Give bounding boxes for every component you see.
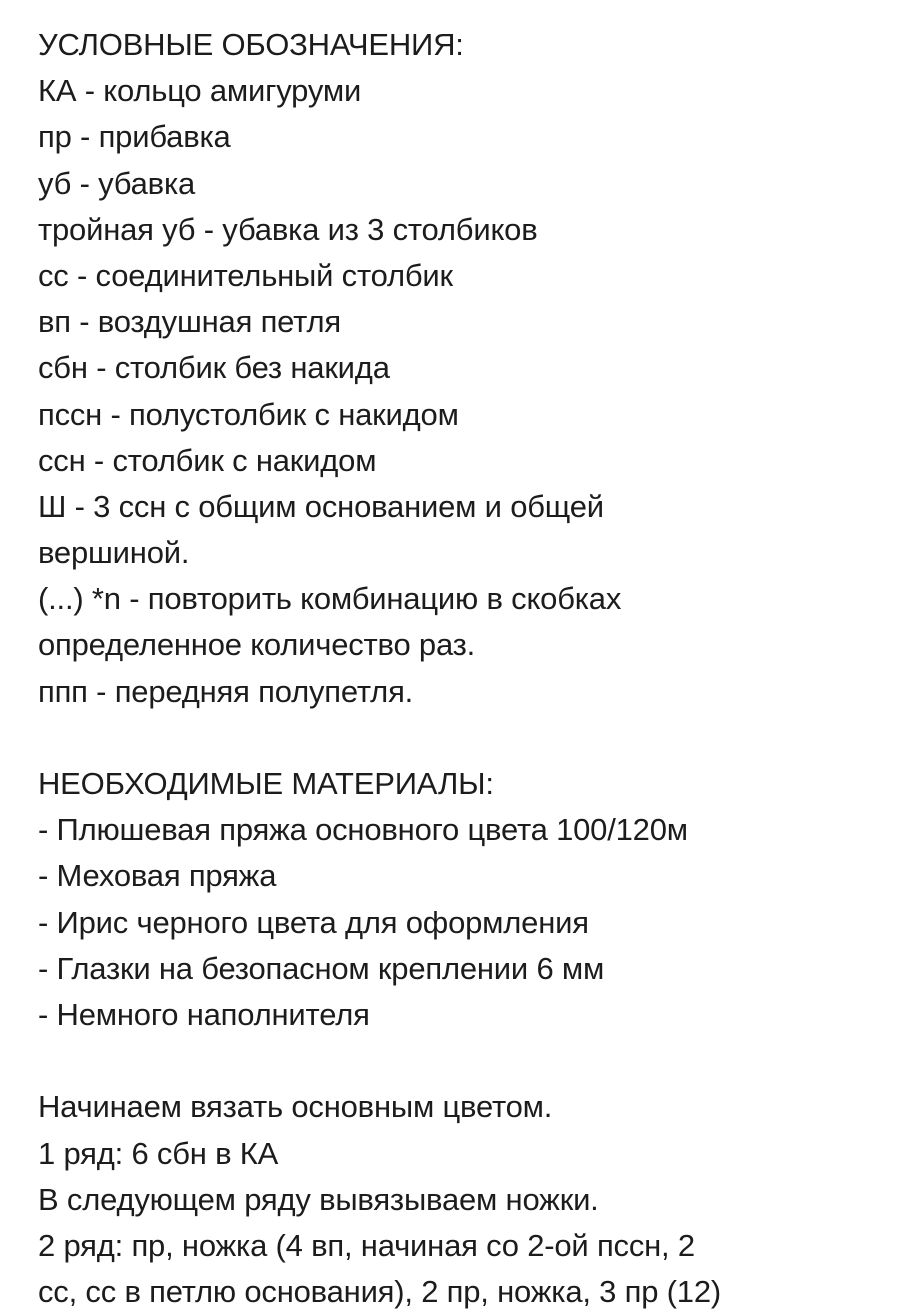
blank-line <box>38 715 888 761</box>
legend-line: определенное количество раз. <box>38 627 476 663</box>
legend-line: уб - убавка <box>38 165 196 201</box>
instruction-line: 2 ряд: пр, ножка (4 вп, начиная со 2-ой пссн, 2 <box>38 1227 695 1263</box>
instruction-line: сс, сс в петлю основания), 2 пр, ножка, 3 пр (12) <box>38 1274 722 1310</box>
legend-line: тройная уб - убавка из 3 столбиков <box>38 211 538 247</box>
legend-line: пссн - полустолбик с накидом <box>38 396 459 432</box>
legend-line: ссн - столбик с накидом <box>38 442 377 478</box>
legend-heading: УСЛОВНЫЕ ОБОЗНАЧЕНИЯ: <box>38 27 464 62</box>
legend-line: сс - соединительный столбик <box>38 257 453 293</box>
legend-line: (...) *n - повторить комбинацию в скобках <box>38 581 622 617</box>
materials-line: - Плюшевая пряжа основного цвета 100/120м <box>38 812 688 848</box>
legend-line: вп - воздушная петля <box>38 304 341 340</box>
instruction-line: 1 ряд: 6 сбн в КА <box>38 1135 279 1171</box>
instructions-section <box>38 1084 888 1315</box>
legend-line: Ш - 3 ссн с общим основанием и общей <box>38 488 604 524</box>
materials-line: - Глазки на безопасном креплении 6 мм <box>38 950 605 986</box>
legend-line: КА - кольцо амигуруми <box>38 73 362 109</box>
blank-line <box>38 1038 888 1084</box>
legend-line: пр - прибавка <box>38 119 231 155</box>
materials-line: - Ирис черного цвета для оформления <box>38 904 589 940</box>
document-body <box>38 22 888 1315</box>
materials-line: - Немного наполнителя <box>38 996 370 1032</box>
materials-section <box>38 761 888 1038</box>
legend-section <box>38 22 888 715</box>
legend-line: ппп - передняя полупетля. <box>38 673 414 709</box>
materials-line: - Меховая пряжа <box>38 858 277 894</box>
instruction-line: В следующем ряду вывязываем ножки. <box>38 1181 599 1217</box>
legend-line: сбн - столбик без накида <box>38 350 390 386</box>
instruction-line: Начинаем вязать основным цветом. <box>38 1089 553 1125</box>
legend-line: вершиной. <box>38 535 190 571</box>
materials-heading: НЕОБХОДИМЫЕ МАТЕРИАЛЫ: <box>38 766 494 801</box>
